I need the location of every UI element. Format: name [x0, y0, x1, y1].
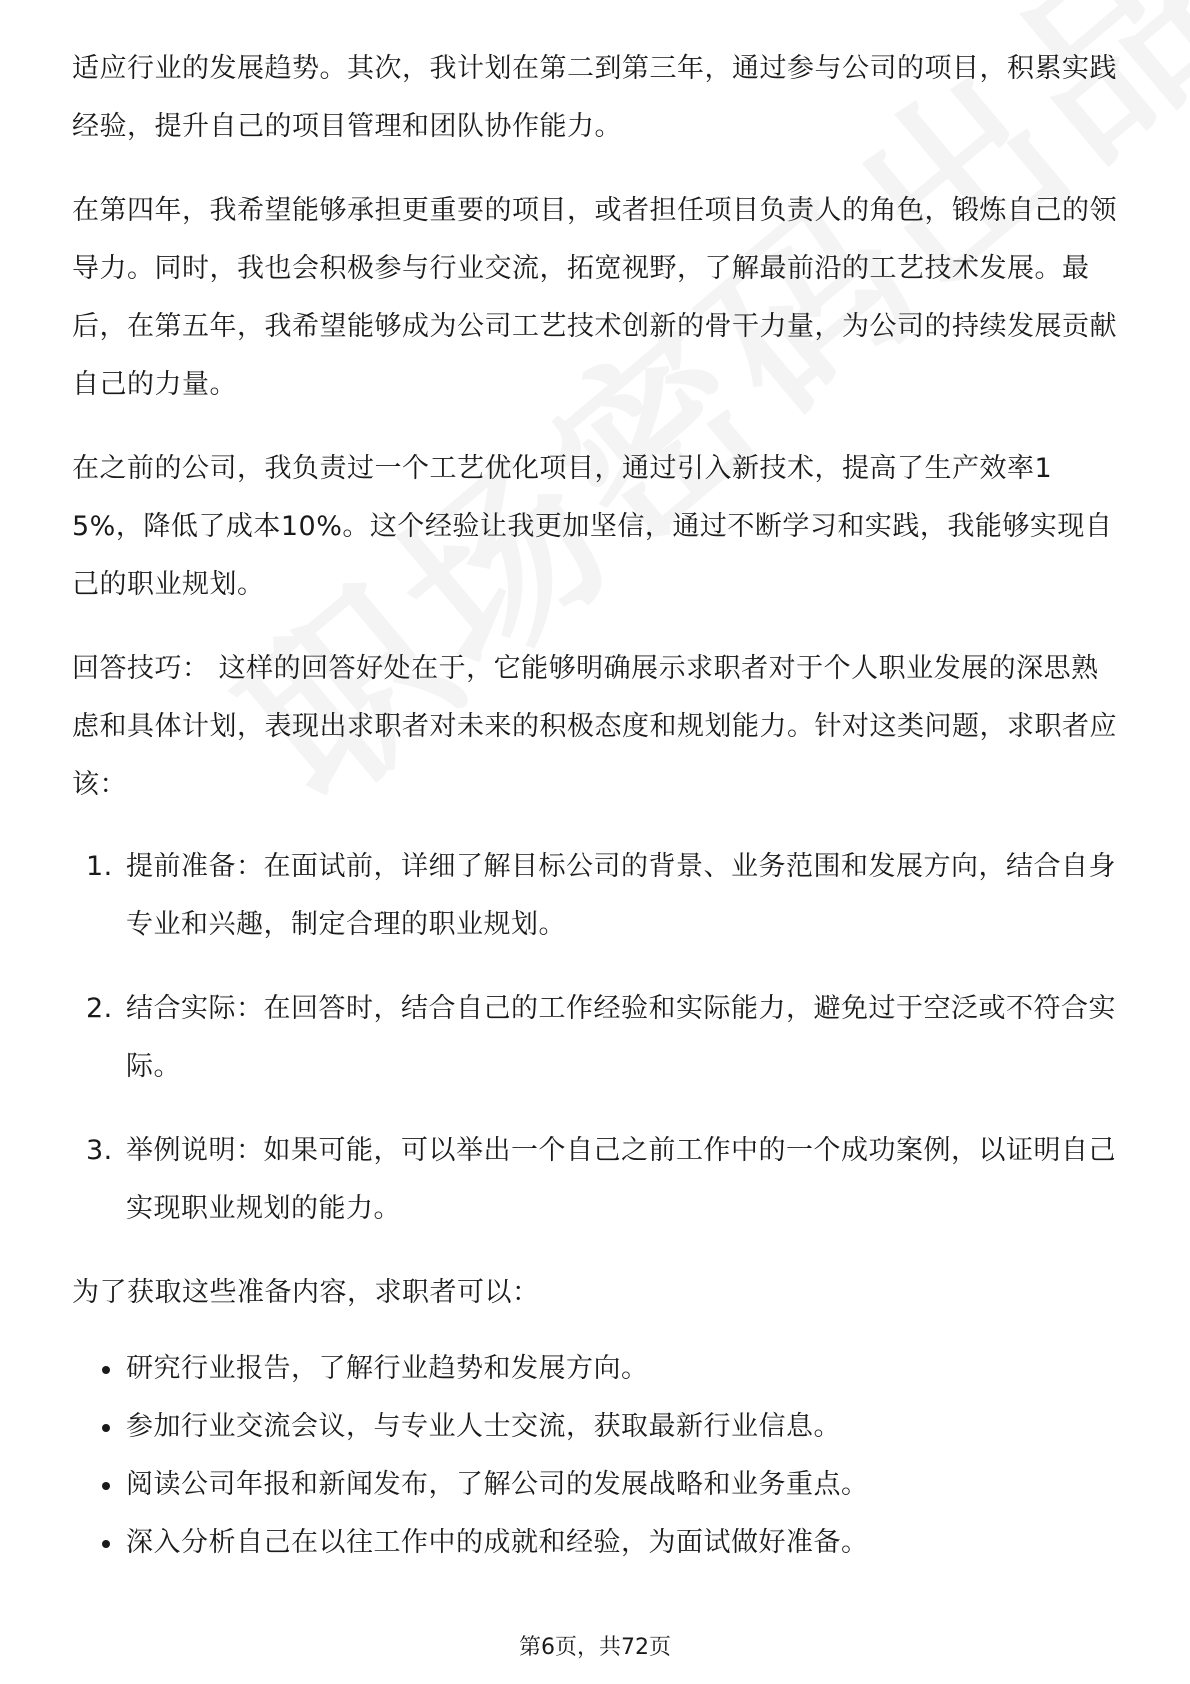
list-item-text: 参加行业交流会议，与专业人士交流，获取最新行业信息。: [126, 1411, 841, 1442]
paragraph-answer-tips: 回答技巧： 这样的回答好处在于，它能够明确展示求职者对于个人职业发展的深思熟虑和具体计划，表现出求职者对未来的积极态度和规划能力。针对这类问题，求职者应该：: [72, 653, 1117, 800]
list-item-text: 提前准备：在面试前，详细了解目标公司的背景、业务范围和发展方向，结合自身专业和兴趣，制定合理的职业规划。: [126, 851, 1116, 940]
list-item: [72, 1456, 1122, 1514]
paragraph-preparation-intro: 为了获取这些准备内容，求职者可以：: [72, 1277, 540, 1308]
list-item-text: 阅读公司年报和新闻发布，了解公司的发展战略和业务重点。: [126, 1469, 869, 1500]
list-number: 3.: [86, 1135, 113, 1166]
bullet-icon: [102, 1366, 110, 1374]
document-body: [72, 40, 1122, 1572]
list-item-text: 深入分析自己在以往工作中的成就和经验，为面试做好准备。: [126, 1527, 869, 1558]
list-item: [72, 980, 1122, 1096]
paragraph-past-experience: 在之前的公司，我负责过一个工艺优化项目，通过引入新技术，提高了生产效率15%，降低了成本10%。这个经验让我更加坚信，通过不断学习和实践，我能够实现自己的职业规划。: [72, 453, 1113, 600]
bullet-icon: [102, 1482, 110, 1490]
list-item: [72, 1122, 1122, 1238]
tips-ordered-list: [72, 838, 1122, 1238]
bullet-icon: [102, 1540, 110, 1548]
list-item: [72, 838, 1122, 954]
list-item: [72, 1514, 1122, 1572]
paragraph-career-plan-continued: 适应行业的发展趋势。其次，我计划在第二到第三年，通过参与公司的项目，积累实践经验，提升自己的项目管理和团队协作能力。: [72, 53, 1117, 142]
list-item-text: 举例说明：如果可能，可以举出一个自己之前工作中的一个成功案例，以证明自己实现职业规划的能力。: [126, 1135, 1116, 1224]
list-item-text: 研究行业报告，了解行业趋势和发展方向。: [126, 1353, 649, 1384]
page-footer: 第6页，共72页: [519, 1635, 671, 1660]
paragraph-career-plan-later-years: 在第四年，我希望能够承担更重要的项目，或者担任项目负责人的角色，锻炼自己的领导力。同时，我也会积极参与行业交流，拓宽视野，了解最前沿的工艺技术发展。最后，在第五年，我希望能够成为公司工艺技术创新的骨干力量，为公司的持续发展贡献自己的力量。: [72, 195, 1117, 400]
bullet-icon: [102, 1424, 110, 1432]
list-number: 1.: [86, 851, 113, 882]
list-item-text: 结合实际：在回答时，结合自己的工作经验和实际能力，避免过于空泛或不符合实际。: [126, 993, 1116, 1082]
list-item: [72, 1340, 1122, 1398]
list-item: [72, 1398, 1122, 1456]
preparation-bullet-list: [72, 1340, 1122, 1572]
list-number: 2.: [86, 993, 113, 1024]
